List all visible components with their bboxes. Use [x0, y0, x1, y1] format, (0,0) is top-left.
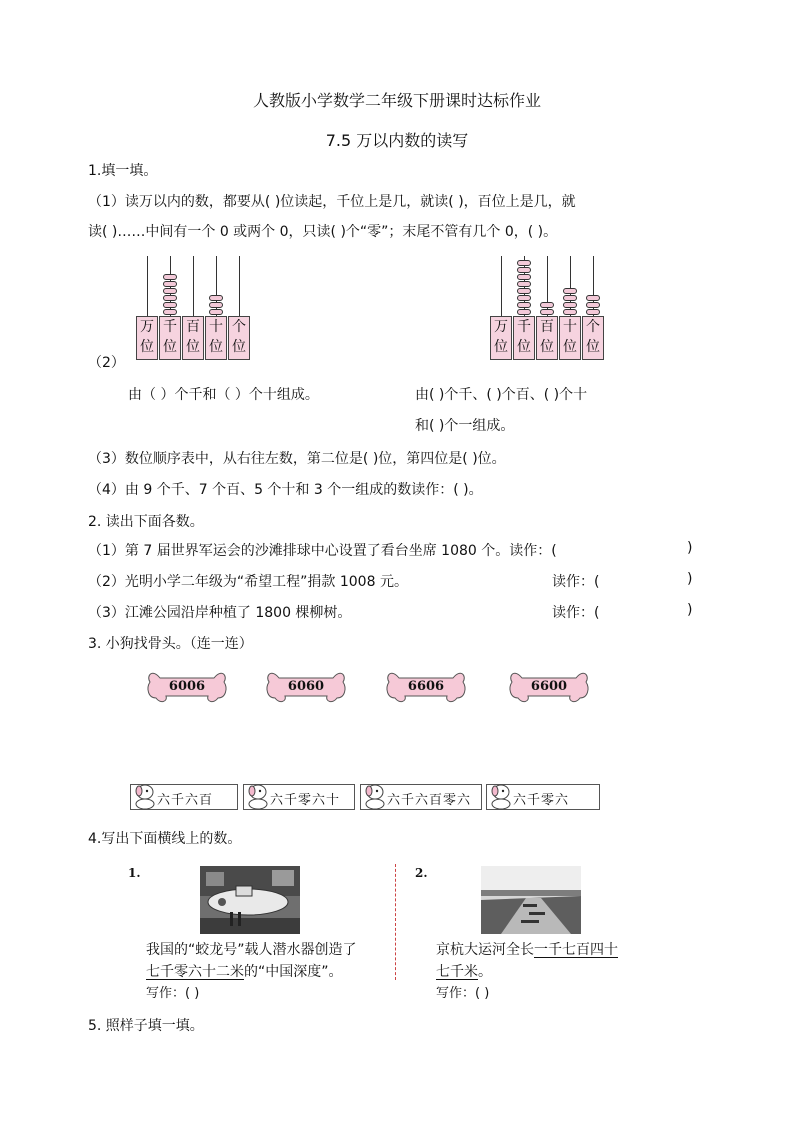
card1-write: 写作：( ) — [146, 986, 200, 1001]
q2-item-3: （3）江滩公园沿岸种植了 1800 棵柳树。 — [88, 605, 352, 621]
q2-item-1-close: ) — [687, 540, 693, 556]
abacus-right-question-2: 和( )个一组成。 — [415, 418, 515, 434]
q1-p3: （3）数位顺序表中，从右往左数，第二位是( )位，第四位是( )位。 — [88, 451, 506, 467]
q1-p4: （4）由 9 个千、7 个百、5 个十和 3 个一组成的数读作：( )。 — [88, 482, 483, 498]
q2-heading: 2. 读出下面各数。 — [88, 514, 204, 530]
page-title: 人教版小学数学二年级下册课时达标作业 — [252, 91, 541, 110]
card1-line1: 我国的“蛟龙号”载人潜水器创造了 — [146, 942, 357, 958]
dog-card-4[interactable] — [486, 784, 600, 810]
q3-heading: 3. 小狗找骨头。（连一连） — [88, 636, 253, 652]
abacus-right: 万 位 千 位 百 位 十 位 个 位 — [490, 256, 606, 362]
q1-heading: 1.填一填。 — [88, 163, 158, 179]
q2-item-2: （2）光明小学二年级为“希望工程”捐款 1008 元。 — [88, 574, 408, 590]
canal-photo — [481, 866, 581, 934]
q2-item-3-read: 读作：( — [552, 605, 600, 621]
card2-number: 2. — [415, 866, 428, 880]
q5-heading: 5. 照样子填一填。 — [88, 1018, 204, 1034]
bone-6060[interactable]: 6060 — [265, 668, 347, 708]
q2-item-3-close: ) — [687, 602, 693, 618]
submarine-photo — [200, 866, 300, 934]
bone-6606[interactable]: 6606 — [385, 668, 467, 708]
q4-heading: 4.写出下面横线上的数。 — [88, 831, 242, 847]
dog-icon — [489, 782, 513, 810]
card2-write: 写作：( ) — [436, 986, 490, 1001]
q1-p2-label: （2） — [88, 355, 125, 371]
dog-card-1[interactable] — [130, 784, 238, 810]
card2-underlined-number-a: 一千七百四十 — [534, 942, 618, 958]
dog-icon — [363, 782, 387, 810]
q1-p1-line2: 读( )……中间有一个 0 或两个 0，只读( )个“零”；末尾不管有几个 0，( )。 — [88, 224, 558, 240]
bone-6006[interactable]: 6006 — [146, 668, 228, 708]
card2-line2: 七千米。 — [436, 964, 492, 980]
q2-item-1: （1）第 7 届世界军运会的沙滩排球中心设置了看台坐席 1080 个。读作：( — [88, 543, 557, 559]
bone-6600[interactable]: 6600 — [508, 668, 590, 708]
dog-card-3[interactable] — [360, 784, 482, 810]
q2-item-2-close: ) — [687, 571, 693, 587]
dog-card-2[interactable] — [243, 784, 355, 810]
dog-label-3: 六千六百零六 — [387, 793, 472, 808]
dog-icon — [246, 782, 270, 810]
dog-label-1: 六千六百 — [157, 793, 214, 808]
dog-label-4: 六千零六 — [513, 793, 570, 808]
dog-label-2: 六千零六十 — [270, 793, 341, 808]
page-subtitle: 7.5 万以内数的读写 — [325, 131, 469, 150]
abacus-left: 万 位 千 位 百 位 十 位 个 位 — [136, 256, 252, 362]
card-divider — [395, 864, 396, 980]
q2-item-2-read: 读作：( — [552, 574, 600, 590]
card2-underlined-number-b: 七千米 — [436, 964, 478, 980]
dog-icon — [133, 782, 157, 810]
card1-number: 1. — [128, 866, 141, 880]
abacus-left-question: 由（ ）个千和（ ）个十组成。 — [128, 387, 319, 403]
q1-p1-line1: （1）读万以内的数，都要从( )位读起，千位上是几，就读( )，百位上是几，就 — [88, 194, 576, 210]
card2-line1: 京杭大运河全长一千七百四十 — [436, 942, 618, 958]
abacus-right-question-1: 由( )个千、( )个百、( )个十 — [415, 387, 588, 403]
card1-line2: 七千零六十二米的“中国深度”。 — [146, 964, 343, 980]
card1-underlined-number: 七千零六十二米 — [146, 964, 244, 980]
